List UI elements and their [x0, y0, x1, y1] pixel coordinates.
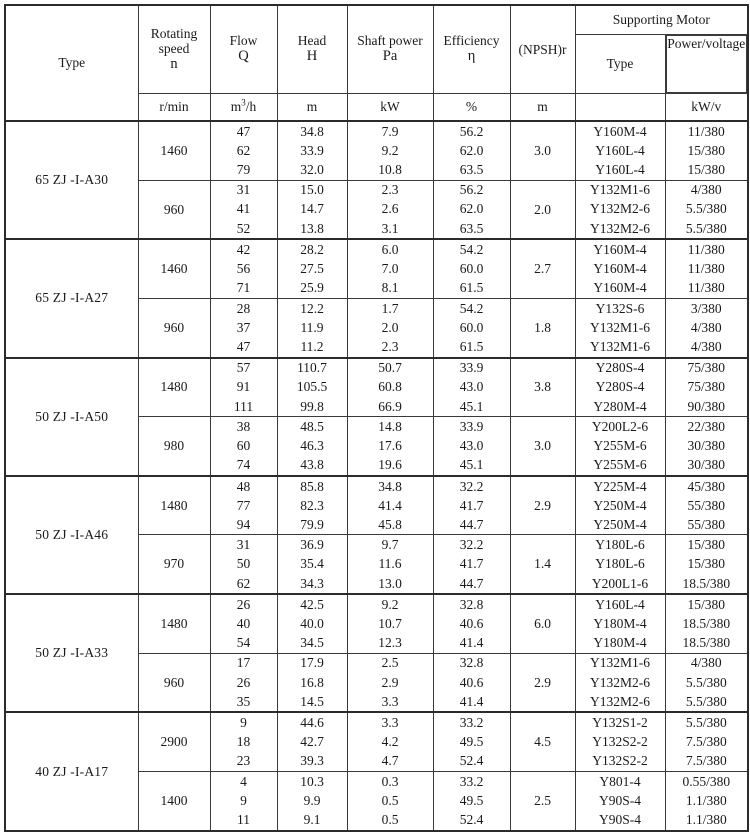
motor-type-cell: Y160M-4	[575, 260, 665, 279]
motor-type-cell: Y180L-6	[575, 555, 665, 574]
efficiency-cell: 56.2	[433, 121, 510, 141]
flow-cell: 74	[210, 456, 277, 476]
shaft-power-cell: 4.2	[347, 733, 433, 752]
head-cell: 42.7	[277, 733, 347, 752]
header-efficiency-symbol: η	[467, 48, 476, 65]
motor-type-cell: Y132M1-6	[575, 653, 665, 673]
motor-power-voltage-cell: 4/380	[665, 318, 748, 337]
rotating-speed-cell: 1480	[138, 476, 210, 535]
unit-flow: $m^3/h$	[210, 94, 277, 122]
unit-npsh: m	[510, 94, 575, 122]
efficiency-cell: 62.0	[433, 200, 510, 219]
npsh-cell: 2.7	[510, 239, 575, 298]
rotating-speed-cell: 1400	[138, 772, 210, 831]
head-cell: 14.5	[277, 692, 347, 712]
motor-type-cell: Y132M1-6	[575, 180, 665, 200]
shaft-power-cell: 2.3	[347, 337, 433, 357]
motor-type-cell: Y132M2-6	[575, 692, 665, 712]
head-cell: 14.7	[277, 200, 347, 219]
shaft-power-cell: 8.1	[347, 279, 433, 299]
shaft-power-cell: 50.7	[347, 358, 433, 378]
header-flow-label: Flow	[229, 33, 258, 49]
shaft-power-cell: 11.6	[347, 555, 433, 574]
motor-power-voltage-cell: 15/380	[665, 535, 748, 555]
header-efficiency	[433, 5, 510, 94]
efficiency-cell: 52.4	[433, 752, 510, 772]
rotating-speed-cell: 1480	[138, 594, 210, 653]
flow-cell: 48	[210, 476, 277, 496]
flow-cell: 35	[210, 692, 277, 712]
shaft-power-cell: 13.0	[347, 574, 433, 594]
motor-power-voltage-cell: 55/380	[665, 515, 748, 535]
motor-type-cell: Y280S-4	[575, 358, 665, 378]
efficiency-cell: 41.4	[433, 692, 510, 712]
npsh-cell: 2.9	[510, 476, 575, 535]
header-shaft-power-label: Shaft power	[357, 33, 423, 49]
pump-type-cell: 65 ZJ -I-A27	[5, 239, 138, 357]
motor-power-voltage-cell: 3/380	[665, 298, 748, 318]
rotating-speed-cell: 1460	[138, 239, 210, 298]
flow-cell: 38	[210, 417, 277, 437]
motor-type-cell: Y160M-4	[575, 121, 665, 141]
header-shaft-power	[347, 5, 433, 94]
motor-power-voltage-cell: 75/380	[665, 358, 748, 378]
motor-power-voltage-cell: 5.5/380	[665, 692, 748, 712]
table-row	[5, 594, 748, 614]
head-cell: 36.9	[277, 535, 347, 555]
shaft-power-cell: 45.8	[347, 515, 433, 535]
unit-head: m	[277, 94, 347, 122]
efficiency-cell: 49.5	[433, 791, 510, 810]
npsh-cell: 3.8	[510, 358, 575, 417]
efficiency-cell: 33.9	[433, 358, 510, 378]
motor-power-voltage-cell: 18.5/380	[665, 574, 748, 594]
header-rotating-speed	[138, 5, 210, 94]
npsh-cell: 1.8	[510, 298, 575, 357]
header-shaft-power-symbol: Pa	[382, 48, 398, 65]
head-cell: 44.6	[277, 712, 347, 732]
shaft-power-cell: 12.3	[347, 634, 433, 654]
efficiency-cell: 61.5	[433, 337, 510, 357]
flow-cell: 9	[210, 791, 277, 810]
shaft-power-cell: 2.5	[347, 653, 433, 673]
flow-cell: 23	[210, 752, 277, 772]
flow-cell: 37	[210, 318, 277, 337]
flow-cell: 54	[210, 634, 277, 654]
motor-type-cell: Y280M-4	[575, 397, 665, 417]
header-rotating-speed-symbol: n	[170, 55, 178, 72]
motor-type-cell: Y250M-4	[575, 515, 665, 535]
motor-power-voltage-cell: 15/380	[665, 160, 748, 180]
shaft-power-cell: 2.6	[347, 200, 433, 219]
motor-power-voltage-cell: 1.1/380	[665, 810, 748, 831]
efficiency-cell: 32.2	[433, 535, 510, 555]
motor-power-voltage-cell: 18.5/380	[665, 614, 748, 633]
shaft-power-cell: 66.9	[347, 397, 433, 417]
flow-cell: 91	[210, 378, 277, 397]
efficiency-cell: 61.5	[433, 279, 510, 299]
npsh-cell: 2.5	[510, 772, 575, 831]
shaft-power-cell: 3.3	[347, 692, 433, 712]
motor-type-cell: Y90S-4	[575, 791, 665, 810]
flow-cell: 31	[210, 535, 277, 555]
flow-cell: 111	[210, 397, 277, 417]
shaft-power-cell: 17.6	[347, 436, 433, 455]
shaft-power-cell: 4.7	[347, 752, 433, 772]
pump-type-cell: 65 ZJ -I-A30	[5, 121, 138, 239]
rotating-speed-cell: 960	[138, 298, 210, 357]
head-cell: 79.9	[277, 515, 347, 535]
header-motor-type: Type	[575, 35, 665, 94]
head-cell: 16.8	[277, 673, 347, 692]
shaft-power-cell: 41.4	[347, 496, 433, 515]
shaft-power-cell: 10.7	[347, 614, 433, 633]
table-row	[5, 476, 748, 496]
pump-type-cell: 50 ZJ -I-A46	[5, 476, 138, 594]
efficiency-cell: 45.1	[433, 397, 510, 417]
header-head-symbol: H	[306, 48, 318, 65]
flow-cell: 56	[210, 260, 277, 279]
shaft-power-cell: 0.5	[347, 810, 433, 831]
head-cell: 46.3	[277, 436, 347, 455]
motor-power-voltage-cell: 0.55/380	[665, 772, 748, 792]
efficiency-cell: 43.0	[433, 436, 510, 455]
head-cell: 43.8	[277, 456, 347, 476]
rotating-speed-cell: 2900	[138, 712, 210, 771]
shaft-power-cell: 2.9	[347, 673, 433, 692]
table-header-row-top	[5, 5, 748, 35]
motor-type-cell: Y801-4	[575, 772, 665, 792]
header-flow	[210, 5, 277, 94]
motor-type-cell: Y160L-4	[575, 160, 665, 180]
rotating-speed-cell: 970	[138, 535, 210, 594]
head-cell: 25.9	[277, 279, 347, 299]
head-cell: 10.3	[277, 772, 347, 792]
table-row	[5, 121, 748, 141]
rotating-speed-cell: 960	[138, 180, 210, 239]
npsh-cell: 2.9	[510, 653, 575, 712]
motor-power-voltage-cell: 15/380	[665, 594, 748, 614]
head-cell: 85.8	[277, 476, 347, 496]
motor-power-voltage-cell: 5.5/380	[665, 712, 748, 732]
motor-type-cell: Y132M2-6	[575, 219, 665, 239]
table-row	[5, 712, 748, 732]
motor-type-cell: Y132S1-2	[575, 712, 665, 732]
shaft-power-cell: 14.8	[347, 417, 433, 437]
motor-type-cell: Y200L1-6	[575, 574, 665, 594]
motor-power-voltage-cell: 11/380	[665, 260, 748, 279]
flow-cell: 62	[210, 141, 277, 160]
flow-cell: 26	[210, 594, 277, 614]
table-row	[5, 239, 748, 259]
header-head	[277, 5, 347, 94]
motor-type-cell: Y132M1-6	[575, 318, 665, 337]
flow-cell: 47	[210, 337, 277, 357]
efficiency-cell: 33.9	[433, 417, 510, 437]
flow-cell: 26	[210, 673, 277, 692]
rotating-speed-cell: 960	[138, 653, 210, 712]
efficiency-cell: 44.7	[433, 515, 510, 535]
head-cell: 9.9	[277, 791, 347, 810]
shaft-power-cell: 2.3	[347, 180, 433, 200]
flow-cell: 41	[210, 200, 277, 219]
head-cell: 11.9	[277, 318, 347, 337]
head-cell: 105.5	[277, 378, 347, 397]
npsh-cell: 6.0	[510, 594, 575, 653]
rotating-speed-cell: 980	[138, 417, 210, 476]
flow-cell: 17	[210, 653, 277, 673]
shaft-power-cell: 2.0	[347, 318, 433, 337]
efficiency-cell: 40.6	[433, 673, 510, 692]
table-row	[5, 358, 748, 378]
shaft-power-cell: 60.8	[347, 378, 433, 397]
head-cell: 34.3	[277, 574, 347, 594]
head-cell: 9.1	[277, 810, 347, 831]
shaft-power-cell: 6.0	[347, 239, 433, 259]
motor-power-voltage-cell: 11/380	[665, 121, 748, 141]
flow-cell: 31	[210, 180, 277, 200]
motor-type-cell: Y180L-6	[575, 535, 665, 555]
motor-power-voltage-cell: 1.1/380	[665, 791, 748, 810]
head-cell: 82.3	[277, 496, 347, 515]
npsh-cell: 3.0	[510, 417, 575, 476]
flow-cell: 47	[210, 121, 277, 141]
motor-type-cell: Y160L-4	[575, 594, 665, 614]
flow-cell: 9	[210, 712, 277, 732]
motor-power-voltage-cell: 45/380	[665, 476, 748, 496]
pump-specification-table	[4, 4, 749, 832]
flow-cell: 42	[210, 239, 277, 259]
efficiency-cell: 60.0	[433, 260, 510, 279]
shaft-power-cell: 10.8	[347, 160, 433, 180]
flow-cell: 77	[210, 496, 277, 515]
flow-cell: 18	[210, 733, 277, 752]
header-flow-symbol: Q	[238, 48, 249, 65]
efficiency-cell: 56.2	[433, 180, 510, 200]
motor-power-voltage-cell: 11/380	[665, 279, 748, 299]
flow-cell: 11	[210, 810, 277, 831]
efficiency-cell: 33.2	[433, 712, 510, 732]
shaft-power-cell: 19.6	[347, 456, 433, 476]
header-supporting-motor: Supporting Motor	[575, 5, 748, 35]
shaft-power-cell: 7.0	[347, 260, 433, 279]
shaft-power-cell: 34.8	[347, 476, 433, 496]
header-motor-power-voltage: Power/voltage	[666, 35, 748, 93]
motor-power-voltage-cell: 7.5/380	[665, 733, 748, 752]
efficiency-cell: 54.2	[433, 298, 510, 318]
motor-power-voltage-cell: 55/380	[665, 496, 748, 515]
efficiency-cell: 54.2	[433, 239, 510, 259]
motor-type-cell: Y160M-4	[575, 279, 665, 299]
shaft-power-cell: 0.3	[347, 772, 433, 792]
head-cell: 34.5	[277, 634, 347, 654]
head-cell: 110.7	[277, 358, 347, 378]
unit-efficiency: %	[433, 94, 510, 122]
motor-power-voltage-cell: 18.5/380	[665, 634, 748, 654]
npsh-cell: 3.0	[510, 121, 575, 180]
unit-speed: r/min	[138, 94, 210, 122]
efficiency-cell: 52.4	[433, 810, 510, 831]
motor-type-cell: Y160M-4	[575, 239, 665, 259]
efficiency-cell: 63.5	[433, 219, 510, 239]
motor-power-voltage-cell: 75/380	[665, 378, 748, 397]
flow-cell: 57	[210, 358, 277, 378]
header-rotating-speed-label: Rotating speed	[150, 25, 198, 56]
efficiency-cell: 43.0	[433, 378, 510, 397]
motor-power-voltage-cell: 90/380	[665, 397, 748, 417]
head-cell: 34.8	[277, 121, 347, 141]
head-cell: 99.8	[277, 397, 347, 417]
head-cell: 40.0	[277, 614, 347, 633]
motor-power-voltage-cell: 5.5/380	[665, 673, 748, 692]
flow-cell: 50	[210, 555, 277, 574]
motor-power-voltage-cell: 5.5/380	[665, 200, 748, 219]
header-npsh: (NPSH)r	[510, 5, 575, 94]
flow-cell: 52	[210, 219, 277, 239]
motor-power-voltage-cell: 4/380	[665, 180, 748, 200]
motor-type-cell: Y90S-4	[575, 810, 665, 831]
motor-power-voltage-cell: 11/380	[665, 239, 748, 259]
header-type: Type	[5, 5, 138, 121]
unit-motor-type	[575, 94, 665, 122]
motor-type-cell: Y280S-4	[575, 378, 665, 397]
motor-type-cell: Y255M-6	[575, 456, 665, 476]
efficiency-cell: 62.0	[433, 141, 510, 160]
pump-type-cell: 50 ZJ -I-A50	[5, 358, 138, 476]
motor-power-voltage-cell: 15/380	[665, 141, 748, 160]
motor-power-voltage-cell: 5.5/380	[665, 219, 748, 239]
pump-type-cell: 50 ZJ -I-A33	[5, 594, 138, 712]
head-cell: 17.9	[277, 653, 347, 673]
rotating-speed-cell: 1460	[138, 121, 210, 180]
head-cell: 42.5	[277, 594, 347, 614]
head-cell: 11.2	[277, 337, 347, 357]
head-cell: 13.8	[277, 219, 347, 239]
motor-type-cell: Y132S2-2	[575, 752, 665, 772]
efficiency-cell: 60.0	[433, 318, 510, 337]
flow-cell: 79	[210, 160, 277, 180]
npsh-cell: 1.4	[510, 535, 575, 594]
head-cell: 33.9	[277, 141, 347, 160]
motor-type-cell: Y225M-4	[575, 476, 665, 496]
flow-cell: 40	[210, 614, 277, 633]
motor-type-cell: Y180M-4	[575, 634, 665, 654]
npsh-cell: 4.5	[510, 712, 575, 771]
head-cell: 48.5	[277, 417, 347, 437]
npsh-cell: 2.0	[510, 180, 575, 239]
shaft-power-cell: 3.3	[347, 712, 433, 732]
flow-cell: 62	[210, 574, 277, 594]
flow-cell: 94	[210, 515, 277, 535]
shaft-power-cell: 1.7	[347, 298, 433, 318]
efficiency-cell: 32.8	[433, 653, 510, 673]
motor-type-cell: Y200L2-6	[575, 417, 665, 437]
efficiency-cell: 40.6	[433, 614, 510, 633]
shaft-power-cell: 9.2	[347, 141, 433, 160]
motor-type-cell: Y160L-4	[575, 141, 665, 160]
motor-type-cell: Y132S2-2	[575, 733, 665, 752]
efficiency-cell: 41.7	[433, 496, 510, 515]
motor-power-voltage-cell: 4/380	[665, 653, 748, 673]
head-cell: 39.3	[277, 752, 347, 772]
shaft-power-cell: 9.2	[347, 594, 433, 614]
motor-type-cell: Y132M2-6	[575, 200, 665, 219]
head-cell: 27.5	[277, 260, 347, 279]
flow-cell: 60	[210, 436, 277, 455]
motor-type-cell: Y180M-4	[575, 614, 665, 633]
motor-power-voltage-cell: 30/380	[665, 436, 748, 455]
shaft-power-cell: 0.5	[347, 791, 433, 810]
head-cell: 15.0	[277, 180, 347, 200]
motor-power-voltage-cell: 22/380	[665, 417, 748, 437]
efficiency-cell: 44.7	[433, 574, 510, 594]
unit-motor-power: kW/v	[665, 94, 748, 122]
motor-power-voltage-cell: 15/380	[665, 555, 748, 574]
efficiency-cell: 63.5	[433, 160, 510, 180]
motor-power-voltage-cell: 30/380	[665, 456, 748, 476]
head-cell: 28.2	[277, 239, 347, 259]
rotating-speed-cell: 1480	[138, 358, 210, 417]
unit-shaft-power: kW	[347, 94, 433, 122]
efficiency-cell: 32.2	[433, 476, 510, 496]
motor-type-cell: Y132M2-6	[575, 673, 665, 692]
efficiency-cell: 45.1	[433, 456, 510, 476]
header-efficiency-label: Efficiency	[443, 33, 500, 49]
pump-type-cell: 40 ZJ -I-A17	[5, 712, 138, 831]
header-head-label: Head	[297, 33, 327, 49]
motor-power-voltage-cell: 7.5/380	[665, 752, 748, 772]
motor-type-cell: Y255M-6	[575, 436, 665, 455]
head-cell: 35.4	[277, 555, 347, 574]
motor-power-voltage-cell: 4/380	[665, 337, 748, 357]
efficiency-cell: 32.8	[433, 594, 510, 614]
flow-cell: 4	[210, 772, 277, 792]
efficiency-cell: 49.5	[433, 733, 510, 752]
efficiency-cell: 33.2	[433, 772, 510, 792]
efficiency-cell: 41.4	[433, 634, 510, 654]
shaft-power-cell: 9.7	[347, 535, 433, 555]
motor-type-cell: Y132M1-6	[575, 337, 665, 357]
shaft-power-cell: 7.9	[347, 121, 433, 141]
head-cell: 12.2	[277, 298, 347, 318]
shaft-power-cell: 3.1	[347, 219, 433, 239]
efficiency-cell: 41.7	[433, 555, 510, 574]
flow-cell: 28	[210, 298, 277, 318]
motor-type-cell: Y250M-4	[575, 496, 665, 515]
head-cell: 32.0	[277, 160, 347, 180]
flow-cell: 71	[210, 279, 277, 299]
motor-type-cell: Y132S-6	[575, 298, 665, 318]
